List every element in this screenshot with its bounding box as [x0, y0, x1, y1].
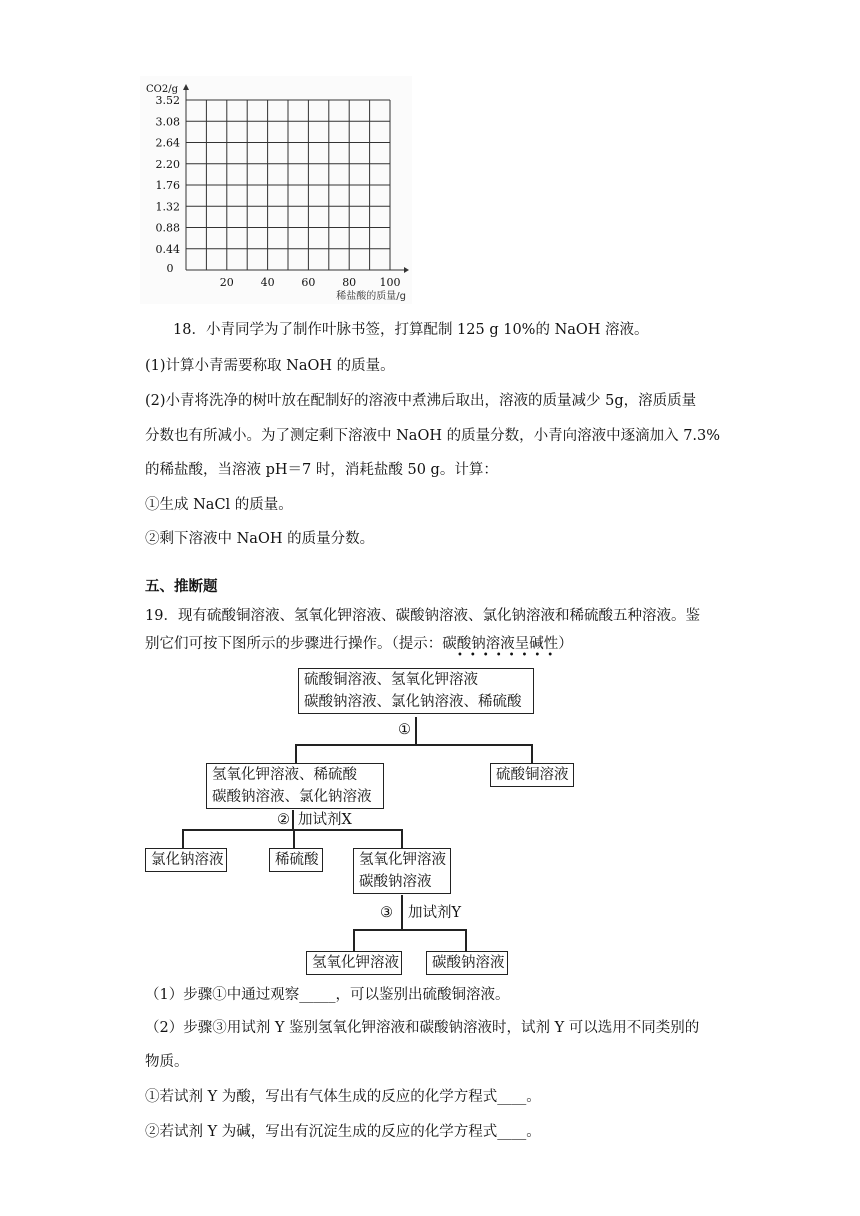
y-tick-label: 2.64 [155, 136, 180, 150]
q18-part2-line3: 的稀盐酸，当溶液 pH＝7 时，消耗盐酸 50 g。计算： [145, 462, 498, 478]
q19-stem-line2: 别它们可按下图所示的步骤进行操作。（提示：碳酸钠溶液呈碱性） [145, 636, 573, 652]
q19-part2-line2: 物质。 [145, 1054, 189, 1070]
box-h2so4: 稀硫酸 [269, 848, 323, 872]
connector [295, 744, 297, 764]
x-tick-label: 60 [301, 276, 316, 289]
box-mixed-line1: 氢氧化钾溶液、稀硫酸 [212, 767, 357, 783]
connector [292, 810, 294, 830]
connector [401, 895, 403, 930]
q19-sub1: ①若试剂 Y 为酸，写出有气体生成的反应的化学方程式____。 [145, 1089, 541, 1105]
y-tick-label: 1.76 [155, 179, 180, 192]
box-koh-na2co3 [353, 848, 451, 894]
connector [353, 929, 355, 951]
y-tick-label: 3.08 [155, 115, 180, 129]
q19-part1: （1）步骤①中通过观察_____，可以鉴别出硫酸铜溶液。 [145, 987, 510, 1003]
x-axis-arrow [404, 267, 409, 273]
q18-part2-line2: 分数也有所减小。为了测定剩下溶液中 NaOH 的质量分数，小青向溶液中逐滴加入 7.3% [145, 428, 721, 444]
y-tick-label: 2.20 [155, 157, 180, 171]
reagent-y-label: 加试剂Y [408, 905, 462, 921]
chart-svg [140, 76, 412, 304]
x-tick-label: 40 [260, 276, 275, 289]
q18-sub2: ②剩下溶液中 NaOH 的质量分数。 [145, 531, 375, 547]
connector [401, 829, 403, 849]
y-tick-label: 0.44 [155, 242, 180, 256]
connector [182, 829, 402, 831]
box-koh: 氢氧化钾溶液 [306, 951, 402, 975]
connector [182, 829, 184, 849]
step1-label: ① [398, 722, 411, 738]
q18-stem: 18．小青同学为了制作叶脉书签，打算配制 125 g 10%的 NaOH 溶液。 [173, 322, 649, 338]
q18-part1: (1)计算小青需要称取 NaOH 的质量。 [145, 358, 395, 374]
box-mixed-line2: 碳酸钠溶液、氯化钠溶液 [212, 789, 372, 805]
step3-label: ③ [380, 905, 393, 921]
q18-part2-line1: (2)小青将洗净的树叶放在配制好的溶液中煮沸后取出，溶液的质量减少 5g，溶质质量 [145, 393, 697, 409]
x-axis-label: 稀盐酸的质量/g [336, 291, 406, 302]
box-all-solutions [298, 668, 534, 714]
step2-label: ② [277, 812, 290, 828]
y-tick-label: 3.52 [155, 94, 180, 107]
connector [531, 744, 533, 764]
co2-chart [140, 76, 412, 304]
connector [353, 929, 466, 931]
y-tick-label: 1.32 [155, 200, 180, 214]
x-tick-label: 100 [379, 276, 401, 289]
box-nacl: 氯化钠溶液 [145, 848, 227, 872]
x-tick-label: 20 [219, 276, 234, 289]
connector [295, 744, 532, 746]
q19-stem-line1: 19．现有硫酸铜溶液、氢氧化钾溶液、碳酸钠溶液、氯化钠溶液和稀硫酸五种溶液。鉴 [145, 608, 700, 624]
q19-part2-line1: （2）步骤③用试剂 Y 鉴别氢氧化钾溶液和碳酸钠溶液时，试剂 Y 可以选用不同类别的 [145, 1020, 700, 1036]
box-all-line2: 碳酸钠溶液、氯化钠溶液、稀硫酸 [304, 694, 522, 710]
connector [465, 929, 467, 951]
connector [293, 829, 295, 849]
y-axis-label: CO2/g [146, 84, 178, 95]
box-pair-line2: 碳酸钠溶液 [359, 874, 432, 890]
q18-sub1: ①生成 NaCl 的质量。 [145, 497, 293, 513]
y-axis-arrow [183, 84, 189, 90]
reagent-x-label: 加试剂X [298, 812, 352, 828]
y-tick-label: 0.88 [155, 221, 180, 235]
box-na2co3: 碳酸钠溶液 [426, 951, 508, 975]
connector [415, 717, 417, 745]
section-heading: 五、推断题 [145, 579, 218, 595]
emphasis-dots: •••••••• [457, 650, 561, 661]
x-tick-label: 80 [342, 276, 357, 289]
box-all-line1: 硫酸铜溶液、氢氧化钾溶液 [304, 672, 478, 688]
box-mixed-solutions [206, 763, 384, 809]
box-cuso4: 硫酸铜溶液 [490, 763, 574, 787]
box-pair-line1: 氢氧化钾溶液 [359, 852, 446, 868]
q19-sub2: ②若试剂 Y 为碱，写出有沉淀生成的反应的化学方程式____。 [145, 1124, 541, 1140]
origin-label: 0 [166, 262, 174, 275]
